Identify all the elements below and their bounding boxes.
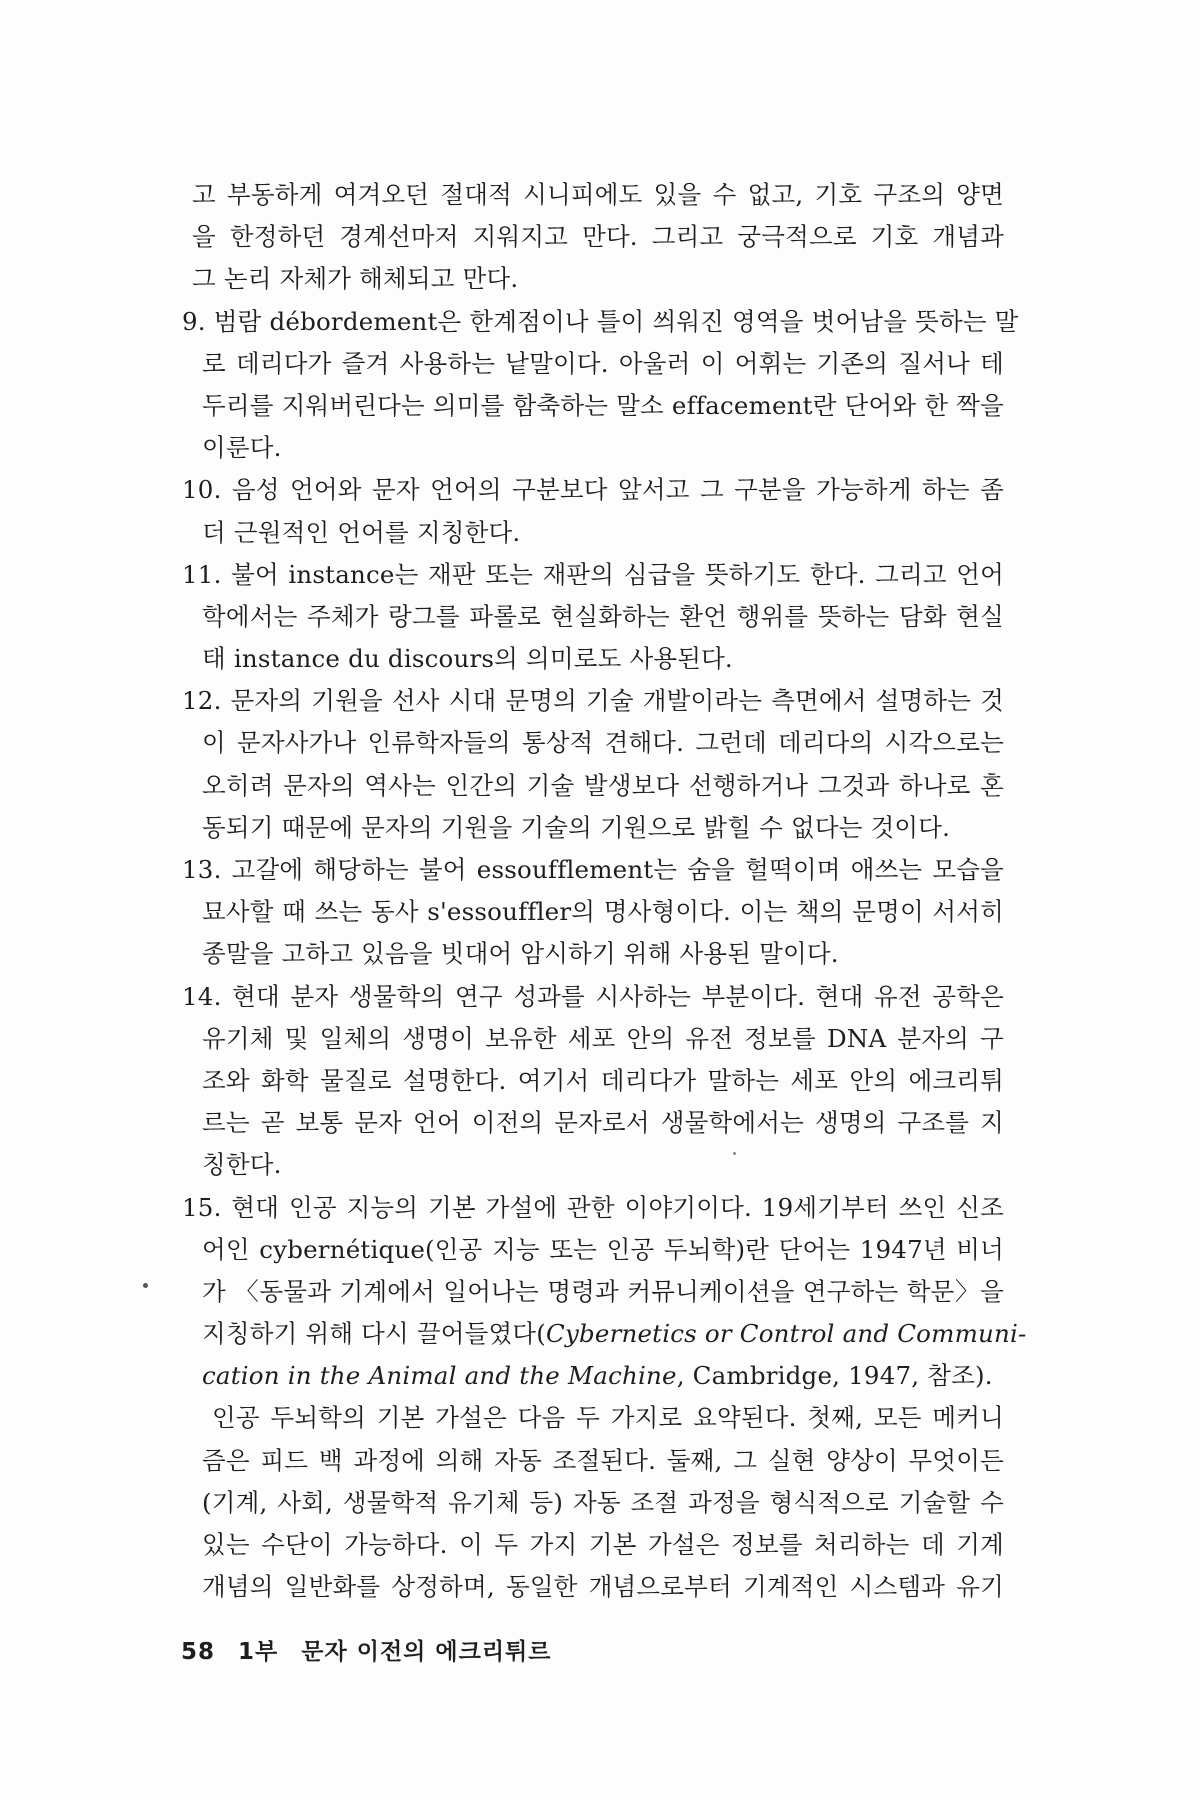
part-label: 1부 [238, 1639, 279, 1665]
page-footer [181, 1633, 565, 1666]
text-line: 오히려 문자의 역사는 인간의 기술 발생보다 선행하거나 그것과 하나로 혼 [202, 770, 1004, 800]
text-line: 종말을 고하고 있음을 빗대어 암시하기 위해 사용된 말이다. [202, 939, 839, 969]
text-line: 이룬다. [202, 433, 282, 463]
text-line: 이 문자사가나 인류학자들의 통상적 견해다. 그런데 데리다의 시각으로는 [202, 728, 1004, 758]
text-line: 12. 문자의 기원을 선사 시대 문명의 기술 개발이라는 측면에서 설명하는 것 [182, 686, 1004, 716]
text-line: 인공 두뇌학의 기본 가설은 다음 두 가지로 요약된다. 첫째, 모든 메커니 [212, 1403, 1004, 1433]
text-line: 묘사할 때 쓰는 동사 s'essouffler의 명사형이다. 이는 책의 문명이 서서히 [202, 897, 1004, 927]
text-line: (기계, 사회, 생물학적 유기체 등) 자동 조절 과정을 형식적으로 기술할 수 [202, 1487, 1004, 1517]
margin-mark [143, 1283, 148, 1288]
text-line: 고 부동하게 여겨오던 절대적 시니피에도 있을 수 없고, 기호 구조의 양면 [192, 180, 1004, 209]
text-line: 두리를 지워버린다는 의미를 함축하는 말소 effacement란 단어와 한 짝을 [202, 390, 1004, 420]
text-line: 15. 현대 인공 지능의 기본 가설에 관한 이야기이다. 19세기부터 쓰인 신조 [182, 1192, 1004, 1222]
text-line: 조와 화학 물질로 설명한다. 여기서 데리다가 말하는 세포 안의 에크리튀 [202, 1065, 1004, 1095]
text-line: 14. 현대 분자 생물학의 연구 성과를 시사하는 부분이다. 현대 유전 공학은 [182, 981, 1004, 1011]
text-line: 가 〈동물과 기계에서 일어나는 명령과 커뮤니케이션을 연구하는 학문〉을 [202, 1276, 1004, 1306]
text-line: 로 데리다가 즐겨 사용하는 낱말이다. 아울러 이 어휘는 기존의 질서나 테 [202, 348, 1004, 378]
page-number: 58 [181, 1639, 216, 1665]
text-line: 지칭하기 위해 다시 끌어들였다(Cybernetics or Control and Communi- [202, 1319, 1027, 1349]
text-line: 13. 고갈에 해당하는 불어 essoufflement는 숨을 헐떡이며 애쓰는 모습을 [182, 855, 1004, 884]
text-line: 개념의 일반화를 상정하며, 동일한 개념으로부터 기계적인 시스템과 유기 [202, 1572, 1004, 1602]
text-line: 유기체 및 일체의 생명이 보유한 세포 안의 유전 정보를 DNA 분자의 구 [202, 1023, 1004, 1053]
text-line: 어인 cybernétique(인공 지능 또는 인공 두뇌학)란 단어는 1947년 비너 [202, 1234, 1004, 1264]
text-line: 칭한다. [202, 1150, 282, 1180]
text-line: 을 한정하던 경계선마저 지워지고 만다. 그리고 궁극적으로 기호 개념과 [192, 222, 1004, 252]
text-line: 태 instance du discours의 의미로도 사용된다. [202, 644, 733, 674]
text-line: 더 근원적인 언어를 지칭한다. [202, 517, 521, 547]
text-line: 동되기 때문에 문자의 기원을 기술의 기원으로 밝힐 수 없다는 것이다. [202, 812, 951, 842]
text-line: 11. 불어 instance는 재판 또는 재판의 심급을 뜻하기도 한다. 그리고 언어 [182, 559, 1004, 589]
chapter-title: 문자 이전의 에크리튀르 [301, 1639, 552, 1665]
text-line: 르는 곧 보통 문자 언어 이전의 문자로서 생물학에서는 생명의 구조를 지 [202, 1108, 1004, 1138]
text-line: 있는 수단이 가능하다. 이 두 가지 기본 가설은 정보를 처리하는 데 기계 [202, 1530, 1004, 1559]
text-line: 10. 음성 언어와 문자 언어의 구분보다 앞서고 그 구분을 가능하게 하는 좀 [182, 475, 1004, 505]
text-line: cation in the Animal and the Machine, Cambridge, 1947, 참조). [202, 1361, 993, 1391]
text-line: 즘은 피드 백 과정에 의해 자동 조절된다. 둘째, 그 실현 양상이 무엇이든 [202, 1445, 1004, 1475]
text-line: 학에서는 주체가 랑그를 파롤로 현실화하는 환언 행위를 뜻하는 담화 현실 [202, 601, 1004, 631]
text-line: 그 논리 자체가 해체되고 만다. [192, 264, 519, 294]
endnotes-text [182, 174, 1027, 1608]
text-line: 9. 범람 débordement은 한계점이나 틀이 씌워진 영역을 벗어남을 뜻하는 말 [182, 306, 1019, 336]
